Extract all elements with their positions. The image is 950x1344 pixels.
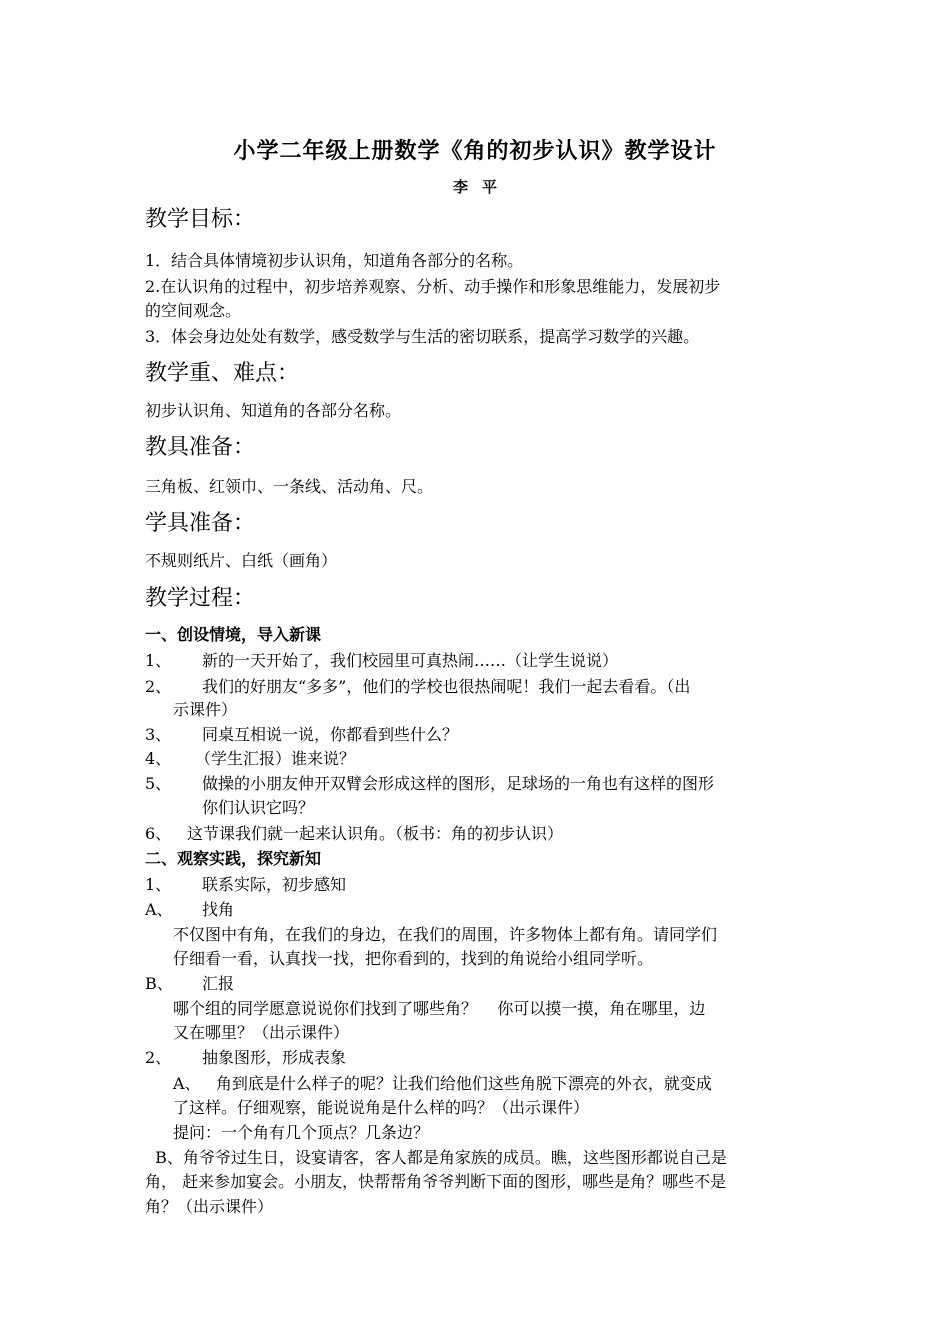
p2-s2b-line-1: B、角爷爷过生日，设宴请客，客人都是角家族的成员。瞧，这些图形都说自己是 [145, 1148, 727, 1167]
p2-s1-num: 1、 [145, 875, 172, 894]
p1-item-2-text: 我们的好朋友“多多”，他们的学校也很热闹呢！我们一起去看看。（出 [202, 677, 691, 696]
part1-heading: 一、创设情境，导入新课 [145, 625, 322, 644]
key-heading: 教学重、难点： [145, 361, 300, 386]
p1-item-4-num: 4、 [145, 749, 172, 768]
p2-a-text: 找角 [202, 900, 235, 919]
p1-item-6-text: 这节课我们就一起来认识角。（板书：角的初步认识） [187, 824, 564, 843]
goal-line-2: 2.在认识角的过程中，初步培养观察、分析、动手操作和形象思维能力，发展初步 [145, 277, 721, 296]
p1-item-1-num: 1、 [145, 651, 172, 670]
p2-b-body-1: 哪个组的同学愿意说说你们找到了哪些角？ 你可以摸一摸，角在哪里，边 [173, 999, 706, 1018]
document-title: 小学二年级上册数学《角的初步认识》教学设计 [233, 138, 717, 164]
p2-a-body-2: 仔细看一看，认真找一找，把你看到的，找到的角说给小组同学听。 [173, 949, 654, 968]
p1-item-6-num: 6、 [145, 824, 172, 843]
p1-item-4-text: （学生汇报）谁来说？ [195, 749, 356, 768]
p2-s2b-line-2: 角， 赶来参加宴会。小朋友，快帮帮角爷爷判断下面的图形，哪些是角？哪些不是 [145, 1172, 727, 1191]
student-heading: 学具准备： [145, 511, 256, 536]
author-char-1: 李 [452, 178, 468, 196]
p1-item-2-num: 2、 [145, 677, 172, 696]
p1-item-5-cont: 你们认识它吗？ [202, 798, 315, 817]
part2-heading: 二、观察实践，探究新知 [145, 849, 322, 868]
goal-line-3: 的空间观念。 [145, 301, 242, 320]
goals-heading: 教学目标： [145, 207, 256, 232]
tools-text: 三角板、红领巾、一条线、活动角、尺。 [145, 477, 434, 496]
p2-s2b-line-3: 角？（出示课件） [145, 1197, 274, 1216]
author-char-2: 平 [482, 178, 498, 196]
tools-heading: 教具准备： [145, 435, 256, 460]
p2-s2-question: 提问：一个角有几个顶点？几条边？ [173, 1123, 430, 1142]
p2-a-num: A、 [145, 900, 173, 919]
p2-s1-text: 联系实际，初步感知 [202, 875, 347, 894]
p2-s2a-line-1: A、 角到底是什么样子的呢？让我们给他们这些角脱下漂亮的外衣，就变成 [173, 1074, 712, 1093]
p2-b-body-2: 又在哪里？（出示课件） [173, 1023, 350, 1042]
goal-line-4: 3．体会身边处处有数学，感受数学与生活的密切联系，提高学习数学的兴趣。 [145, 327, 700, 346]
p1-item-3-num: 3、 [145, 725, 172, 744]
key-text: 初步认识角、知道角的各部分名称。 [145, 401, 402, 420]
p1-item-2-cont: 示课件） [173, 700, 238, 719]
p2-s2-text: 抽象图形，形成表象 [202, 1048, 347, 1067]
p2-s2-num: 2、 [145, 1048, 172, 1067]
p2-b-text: 汇报 [202, 974, 235, 993]
p1-item-1-text: 新的一天开始了，我们校园里可真热闹……（让学生说说） [202, 651, 619, 670]
author-name [0, 177, 950, 197]
p2-s2a-line-2: 了这样。仔细观察，能说说角是什么样的吗？（出示课件） [173, 1098, 590, 1117]
p2-a-body-1: 不仅图中有角，在我们的身边，在我们的周围，许多物体上都有角。请同学们 [173, 925, 718, 944]
goal-line-1: 1．结合具体情境初步认识角，知道角各部分的名称。 [145, 251, 524, 270]
p2-b-num: B、 [145, 974, 173, 993]
process-heading: 教学过程： [145, 586, 256, 611]
p1-item-5-text: 做操的小朋友伸开双臂会形成这样的图形，足球场的一角也有这样的图形 [202, 774, 715, 793]
student-text: 不规则纸片、白纸（画角） [145, 551, 338, 570]
p1-item-5-num: 5、 [145, 774, 172, 793]
p1-item-3-text: 同桌互相说一说，你都看到些什么？ [202, 725, 459, 744]
